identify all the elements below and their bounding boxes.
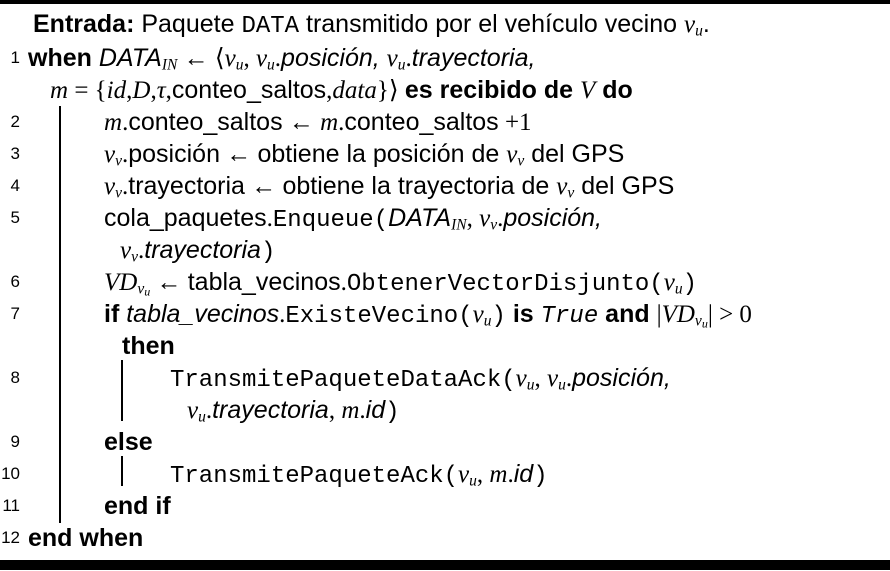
code-segment: = { bbox=[68, 77, 107, 104]
code-segment: tabla_vecinos bbox=[126, 300, 280, 328]
code-segment: obtiene la trayectoria de bbox=[282, 172, 557, 200]
code-segment: . bbox=[565, 365, 573, 392]
code-segment: Enqueue( bbox=[272, 207, 389, 234]
line-number: 10 bbox=[1, 464, 20, 483]
code-segment: m bbox=[104, 109, 123, 136]
code-segment: ← bbox=[244, 173, 283, 200]
code-segment: , bbox=[243, 45, 256, 72]
algorithm-body bbox=[0, 8, 890, 554]
code-segment: ) bbox=[533, 463, 548, 490]
code-segment: end if bbox=[104, 492, 171, 520]
line-number: 7 bbox=[10, 304, 20, 323]
code-segment: ExisteVecino( bbox=[285, 303, 473, 330]
subscript-segment: IN bbox=[161, 56, 178, 74]
code-line bbox=[0, 106, 890, 138]
code-segment: ← ⟨ bbox=[177, 45, 225, 72]
code-segment: m bbox=[50, 77, 69, 104]
code-segment: . bbox=[122, 109, 129, 136]
line-number: 12 bbox=[1, 528, 20, 547]
subscript-segment: v bbox=[115, 152, 122, 170]
code-line bbox=[0, 234, 890, 266]
code-segment: trayectoria bbox=[212, 396, 329, 424]
code-text bbox=[104, 106, 532, 139]
code-segment: ← bbox=[219, 141, 258, 168]
code-line bbox=[0, 202, 890, 234]
code-segment: D bbox=[132, 77, 151, 104]
code-segment: Paquete bbox=[134, 10, 242, 38]
code-segment: end when bbox=[28, 524, 144, 552]
code-line bbox=[0, 522, 890, 554]
code-line bbox=[0, 266, 890, 298]
code-segment: m bbox=[341, 397, 360, 424]
code-segment: m bbox=[489, 461, 508, 488]
code-segment: . bbox=[122, 141, 129, 168]
subscript-segment: u bbox=[526, 376, 535, 394]
code-text bbox=[50, 74, 633, 107]
code-segment: v bbox=[556, 173, 568, 200]
code-text bbox=[104, 426, 153, 458]
subscript-segment: u bbox=[695, 22, 703, 40]
code-segment: DATA bbox=[388, 204, 452, 232]
code-line bbox=[0, 8, 890, 42]
code-segment: }⟩ bbox=[376, 77, 405, 104]
code-segment: | > 0 bbox=[707, 301, 752, 328]
code-segment bbox=[506, 300, 513, 328]
code-segment: True bbox=[540, 303, 599, 330]
code-segment: DATA bbox=[98, 44, 162, 72]
subscript-segment: v bbox=[517, 152, 525, 170]
code-segment: DATA bbox=[241, 13, 300, 40]
code-segment: ← bbox=[150, 269, 188, 296]
line-number: 4 bbox=[10, 176, 20, 195]
code-segment: v bbox=[458, 461, 470, 488]
code-segment: v bbox=[472, 301, 484, 328]
line-number: 9 bbox=[10, 432, 20, 451]
code-text bbox=[104, 490, 171, 522]
code-segment: +1 bbox=[498, 109, 532, 136]
code-segment: v bbox=[506, 141, 518, 168]
code-segment: trayectoria bbox=[144, 236, 261, 264]
code-segment: posición bbox=[128, 140, 220, 168]
code-segment: , bbox=[150, 77, 157, 104]
code-segment: conteo_saltos bbox=[171, 76, 327, 104]
subscript-segment: IN bbox=[451, 216, 467, 234]
code-segment: conteo_saltos bbox=[128, 108, 283, 136]
code-segment: posición, bbox=[281, 44, 387, 72]
code-segment: V bbox=[579, 77, 596, 104]
code-segment: v bbox=[386, 45, 398, 72]
code-segment: v bbox=[479, 205, 491, 232]
code-segment: transmitido por el vehículo vecino bbox=[299, 10, 684, 38]
code-segment: , bbox=[165, 77, 172, 104]
code-segment: , bbox=[328, 397, 342, 424]
code-segment: do bbox=[602, 76, 633, 104]
code-segment: v bbox=[683, 11, 696, 38]
code-segment: v bbox=[515, 365, 527, 392]
code-segment: else bbox=[104, 428, 153, 456]
code-segment: v bbox=[104, 173, 116, 200]
subscript-segment: v bbox=[115, 184, 122, 202]
code-segment: . bbox=[702, 10, 710, 38]
code-segment: . bbox=[507, 461, 514, 488]
code-text bbox=[28, 522, 143, 554]
line-number: 11 bbox=[2, 496, 20, 515]
subscript-segment: u bbox=[674, 280, 683, 298]
code-segment: conteo_saltos bbox=[344, 108, 499, 136]
line-number: 1 bbox=[10, 48, 20, 67]
subscript-segment: v bbox=[137, 280, 145, 298]
code-segment: trayectoria bbox=[128, 172, 245, 200]
code-segment: . bbox=[279, 301, 286, 328]
subscript-segment: v bbox=[567, 184, 575, 202]
code-segment: when bbox=[28, 44, 99, 72]
code-segment: ObtenerVectorDisjunto( bbox=[346, 271, 664, 298]
code-text bbox=[122, 330, 175, 362]
code-line bbox=[0, 138, 890, 170]
line-number: 2 bbox=[10, 112, 20, 131]
code-segment: . bbox=[497, 205, 504, 232]
subscript-segment: v bbox=[490, 216, 498, 234]
subscript-segment: u bbox=[235, 56, 244, 74]
code-segment: ) bbox=[682, 271, 697, 298]
code-segment: Entrada: bbox=[33, 10, 135, 38]
code-segment: posición, bbox=[503, 204, 602, 232]
top-rule bbox=[0, 0, 890, 4]
code-segment: v bbox=[663, 269, 675, 296]
code-segment: and bbox=[605, 300, 657, 328]
code-segment: | bbox=[656, 301, 662, 328]
code-segment: . bbox=[122, 173, 129, 200]
line-number: 8 bbox=[10, 368, 20, 387]
subscript-segment: u bbox=[198, 408, 206, 426]
code-segment: . bbox=[205, 397, 213, 424]
code-segment: v bbox=[224, 45, 236, 72]
code-line bbox=[0, 42, 890, 74]
code-segment: del GPS bbox=[524, 140, 625, 168]
code-segment: . bbox=[359, 397, 366, 424]
code-segment: data bbox=[332, 77, 377, 104]
code-segment: id bbox=[106, 77, 127, 104]
code-segment: es recibido de bbox=[404, 76, 580, 104]
code-line bbox=[0, 74, 890, 106]
code-segment: TransmitePaqueteAck( bbox=[170, 463, 459, 490]
code-segment: VD bbox=[104, 269, 138, 296]
code-segment: , bbox=[476, 461, 490, 488]
code-segment: ) bbox=[260, 239, 276, 266]
code-segment: . bbox=[266, 205, 273, 232]
code-segment: VD bbox=[661, 301, 695, 328]
code-segment: , bbox=[534, 365, 548, 392]
code-line bbox=[0, 394, 890, 426]
subscript-segment: u bbox=[397, 56, 406, 74]
code-line bbox=[0, 458, 890, 490]
code-segment: ) bbox=[491, 303, 506, 330]
code-segment: . bbox=[274, 45, 282, 72]
subscript-segment: v bbox=[694, 312, 702, 330]
code-segment: v bbox=[547, 365, 559, 392]
code-segment: . bbox=[138, 237, 145, 264]
code-segment: , bbox=[326, 77, 333, 104]
code-segment: id bbox=[365, 396, 386, 424]
subscript-segment: u bbox=[144, 284, 151, 299]
subscript-segment: u bbox=[558, 376, 566, 394]
line-number: 3 bbox=[10, 144, 20, 163]
code-segment: v bbox=[255, 45, 268, 72]
subscript-segment: u bbox=[469, 472, 477, 490]
code-line bbox=[0, 298, 890, 330]
code-segment: , bbox=[126, 77, 133, 104]
code-segment: is bbox=[512, 300, 541, 328]
line-number: 6 bbox=[10, 272, 20, 291]
code-segment: v bbox=[104, 141, 116, 168]
code-segment: tabla_vecinos bbox=[187, 268, 341, 296]
code-segment: if bbox=[104, 300, 127, 328]
code-line bbox=[0, 362, 890, 394]
code-segment: ) bbox=[385, 399, 400, 426]
code-line bbox=[0, 330, 890, 362]
code-segment: posición, bbox=[572, 364, 671, 392]
subscript-segment: v bbox=[131, 248, 138, 266]
code-segment: . bbox=[405, 45, 412, 72]
code-segment: , bbox=[466, 205, 480, 232]
subscript-segment: u bbox=[701, 316, 708, 331]
code-segment: ← bbox=[282, 109, 321, 136]
code-segment: trayectoria, bbox=[411, 44, 536, 72]
code-segment: τ bbox=[156, 77, 166, 104]
code-segment: obtiene la posición de bbox=[257, 140, 507, 168]
subscript-segment: u bbox=[483, 312, 492, 330]
code-segment: . bbox=[338, 109, 345, 136]
code-line bbox=[0, 426, 890, 458]
code-segment: del GPS bbox=[574, 172, 675, 200]
code-segment: id bbox=[513, 460, 534, 488]
code-segment: m bbox=[320, 109, 339, 136]
bottom-rule bbox=[0, 560, 890, 570]
code-line bbox=[0, 170, 890, 202]
code-segment: then bbox=[122, 332, 175, 360]
line-number: 5 bbox=[10, 208, 20, 227]
code-segment: . bbox=[340, 269, 347, 296]
code-segment: v bbox=[120, 237, 132, 264]
code-segment: cola_paquetes bbox=[104, 204, 267, 232]
code-line bbox=[0, 490, 890, 522]
subscript-segment: u bbox=[267, 56, 275, 74]
code-segment: v bbox=[187, 397, 199, 424]
code-segment: TransmitePaqueteDataAck( bbox=[170, 367, 516, 394]
